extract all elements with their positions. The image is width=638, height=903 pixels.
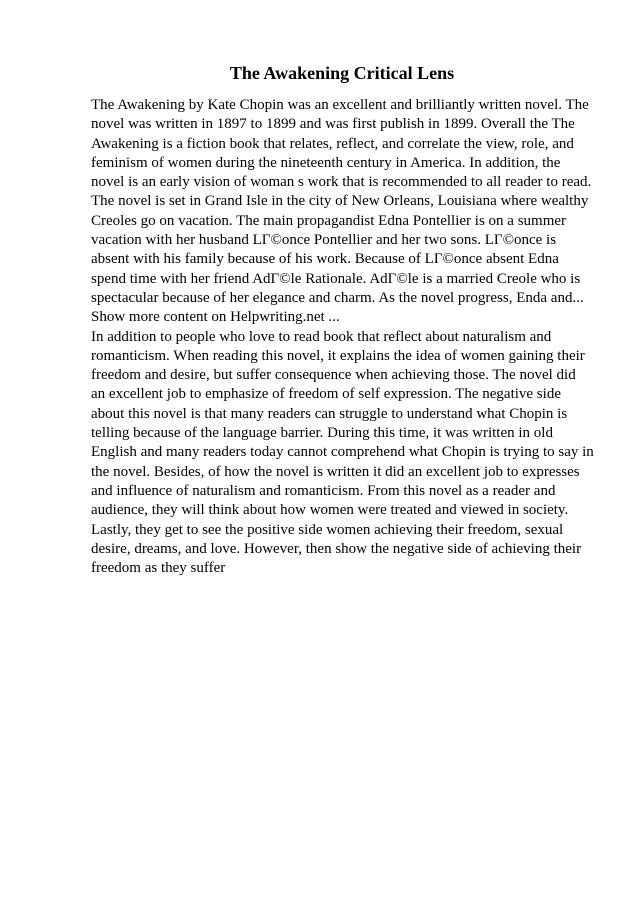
body-line: desire, dreams, and love. However, then show the negative side of achieving their [91, 540, 582, 557]
body-line: spend time with her friend AdГ©le Rationale. AdГ©le is a married Creole who is [91, 270, 581, 287]
body-line: and influence of naturalism and romanticism. From this novel as a reader and [91, 482, 556, 499]
body-line: The Awakening by Kate Chopin was an excellent and brilliantly written novel. The [91, 97, 589, 113]
body-line: novel is an early vision of woman s work that is recommended to all reader to read. [91, 174, 592, 191]
body-line: spectacular because of her elegance and charm. As the novel progress, Enda and... [91, 289, 584, 306]
body-line: The novel is set in Grand Isle in the city of New Orleans, Louisiana where wealthy [91, 193, 589, 210]
body-line: romanticism. When reading this novel, it explains the idea of women gaining their [91, 347, 585, 364]
body-line: English and many readers today cannot comprehend what Chopin is trying to say in [91, 444, 594, 461]
body-line: feminism of women during the nineteenth century in America. In addition, the [91, 154, 561, 171]
body-line: freedom and desire, but suffer consequence when achieving those. The novel did [91, 367, 576, 384]
body-line: absent with his family because of his work. Because of LГ©once absent Edna [91, 251, 559, 268]
document-body [91, 96, 594, 578]
body-line: audience, they will think about how women were treated and viewed in society. [91, 502, 569, 519]
body-line: about this novel is that many readers can struggle to understand what Chopin is [91, 405, 568, 422]
body-line: the novel. Besides, of how the novel is written it did an excellent job to expresses [91, 463, 580, 480]
body-line: telling because of the language barrier. During this time, it was written in old [91, 425, 553, 442]
body-line: Creoles go on vacation. The main propagandist Edna Pontellier is on a summer [91, 212, 567, 229]
body-line: In addition to people who love to read book that reflect about naturalism and [91, 328, 552, 345]
body-line: vacation with her husband LГ©once Pontellier and her two sons. LГ©once is [91, 232, 557, 249]
body-line: Lastly, they get to see the positive side women achieving their freedom, sexual [91, 521, 564, 538]
document-title: The Awakening Critical Lens [229, 63, 455, 83]
show-more-link[interactable]: Show more content on Helpwriting.net ... [91, 309, 340, 326]
body-line: freedom as they suffer [91, 560, 226, 577]
body-line: novel was written in 1897 to 1899 and was first publish in 1899. Overall the The [91, 116, 575, 133]
body-line: an excellent job to emphasize of freedom of self expression. The negative side [91, 386, 561, 403]
body-line: Awakening is a fiction book that relates, reflect, and correlate the view, role, and [91, 135, 574, 152]
